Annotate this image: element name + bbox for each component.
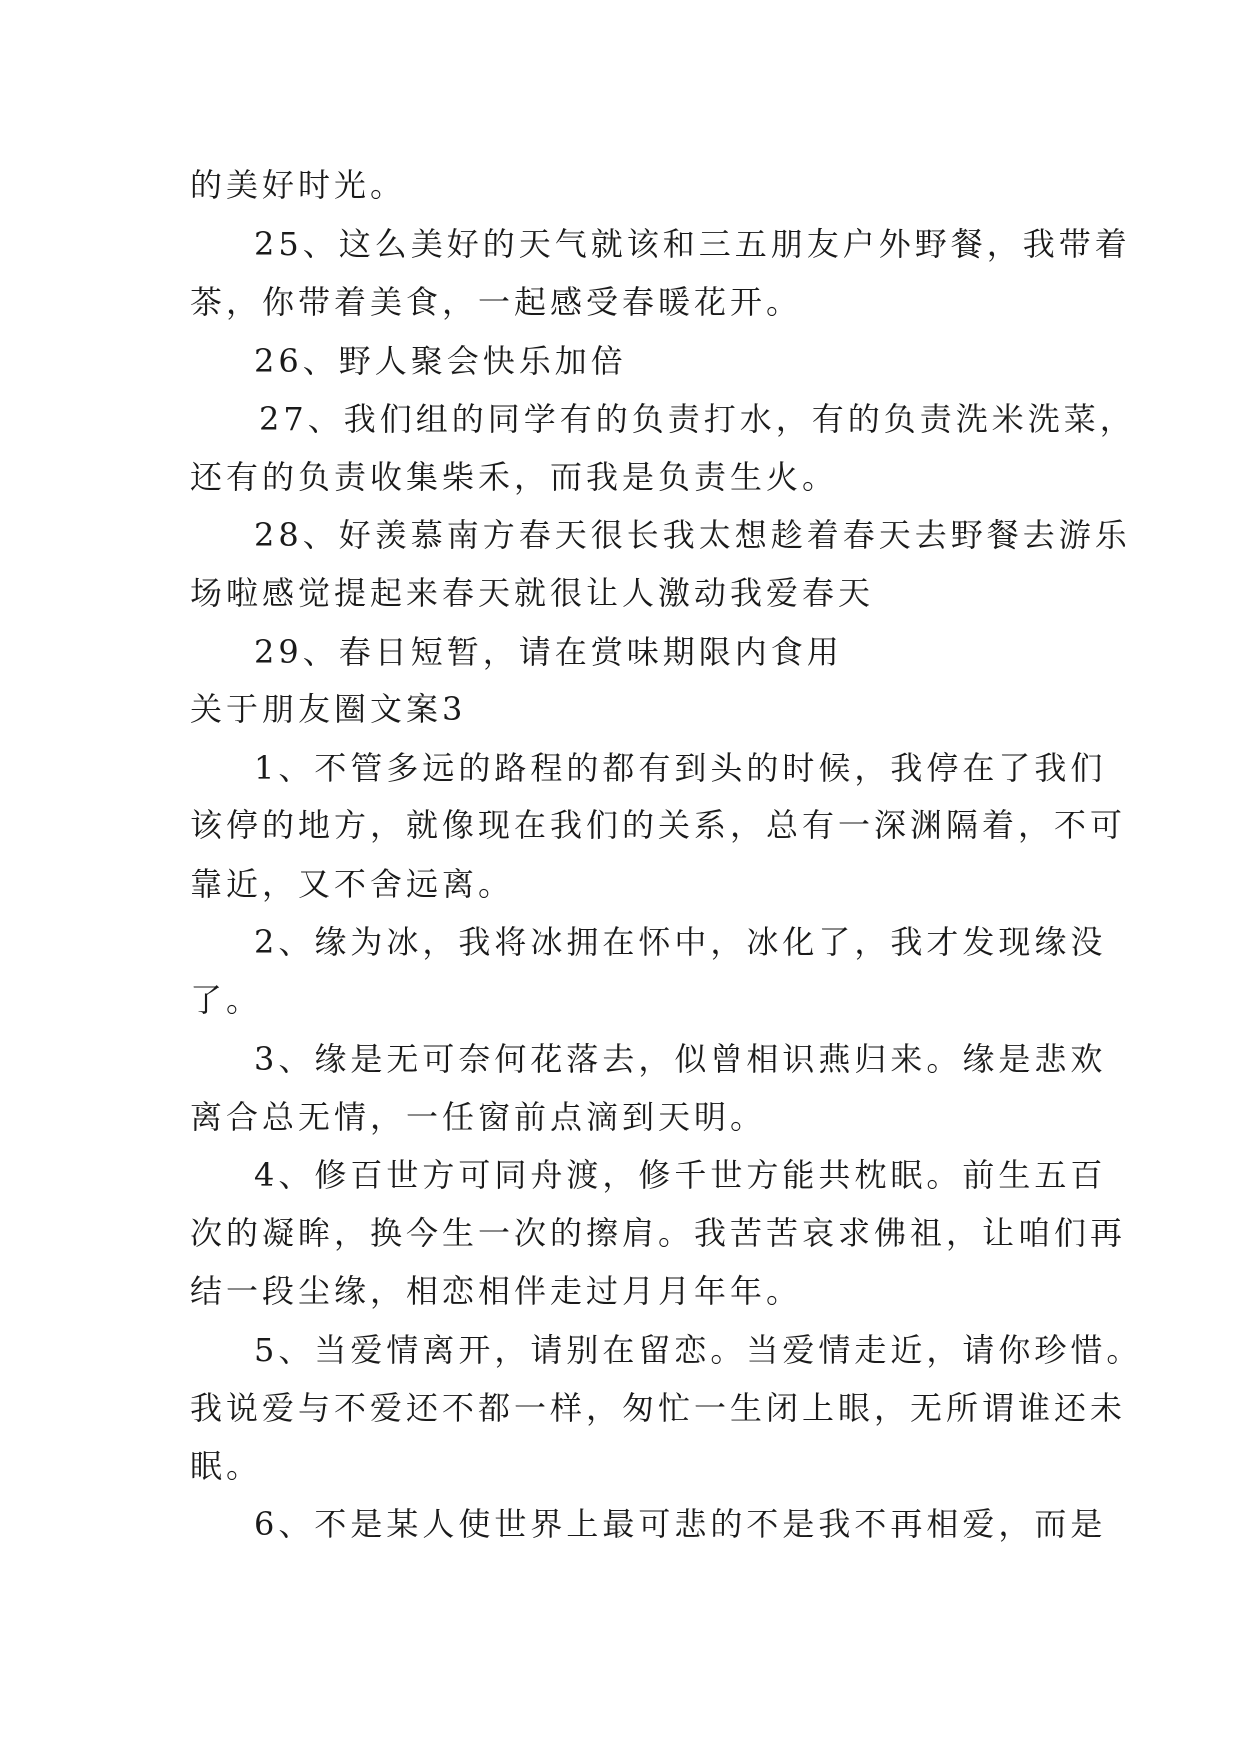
text-line: 3、缘是无可奈何花落去，似曾相识燕归来。缘是悲欢 xyxy=(254,1040,1107,1078)
text-line: 27、我们组的同学有的负责打水，有的负责洗米洗菜， xyxy=(259,400,1136,438)
text-line: 2、缘为冰，我将冰拥在怀中，冰化了，我才发现缘没 xyxy=(254,923,1107,961)
text-line: 结一段尘缘，相恋相伴走过月月年年。 xyxy=(190,1272,803,1310)
text-line: 我说爱与不爱还不都一样，匆忙一生闭上眼，无所谓谁还未 xyxy=(190,1389,1127,1427)
text-line: 29、春日短暂，请在赏味期限内食用 xyxy=(254,633,843,671)
text-line: 该停的地方，就像现在我们的关系，总有一深渊隔着，不可 xyxy=(190,806,1127,844)
text-line: 的美好时光。 xyxy=(190,166,407,204)
text-line: 4、修百世方可同舟渡，修千世方能共枕眠。前生五百 xyxy=(254,1156,1107,1194)
text-line: 了。 xyxy=(190,981,263,1019)
text-line: 靠近，又不舍远离。 xyxy=(190,865,515,903)
text-line: 次的凝眸，换今生一次的擦肩。我苦苦哀求佛祖，让咱们再 xyxy=(190,1214,1127,1252)
text-line: 离合总无情，一任窗前点滴到天明。 xyxy=(190,1098,767,1136)
text-line: 5、当爱情离开，请别在留恋。当爱情走近，请你珍惜。 xyxy=(254,1331,1143,1369)
section-heading: 关于朋友圈文案3 xyxy=(190,690,467,728)
text-line: 眠。 xyxy=(190,1447,263,1485)
text-line: 6、不是某人使世界上最可悲的不是我不再相爱，而是 xyxy=(254,1505,1107,1543)
text-line: 场啦感觉提起来春天就很让人激动我爱春天 xyxy=(190,574,875,612)
text-line: 茶，你带着美食，一起感受春暖花开。 xyxy=(190,283,803,321)
text-line: 1、不管多远的路程的都有到头的时候，我停在了我们 xyxy=(254,749,1107,787)
text-line: 28、好羡慕南方春天很长我太想趁着春天去野餐去游乐 xyxy=(254,516,1131,554)
text-line: 25、这么美好的天气就该和三五朋友户外野餐，我带着 xyxy=(254,225,1131,263)
text-line: 还有的负责收集柴禾，而我是负责生火。 xyxy=(190,458,839,496)
text-line: 26、野人聚会快乐加倍 xyxy=(254,342,627,380)
